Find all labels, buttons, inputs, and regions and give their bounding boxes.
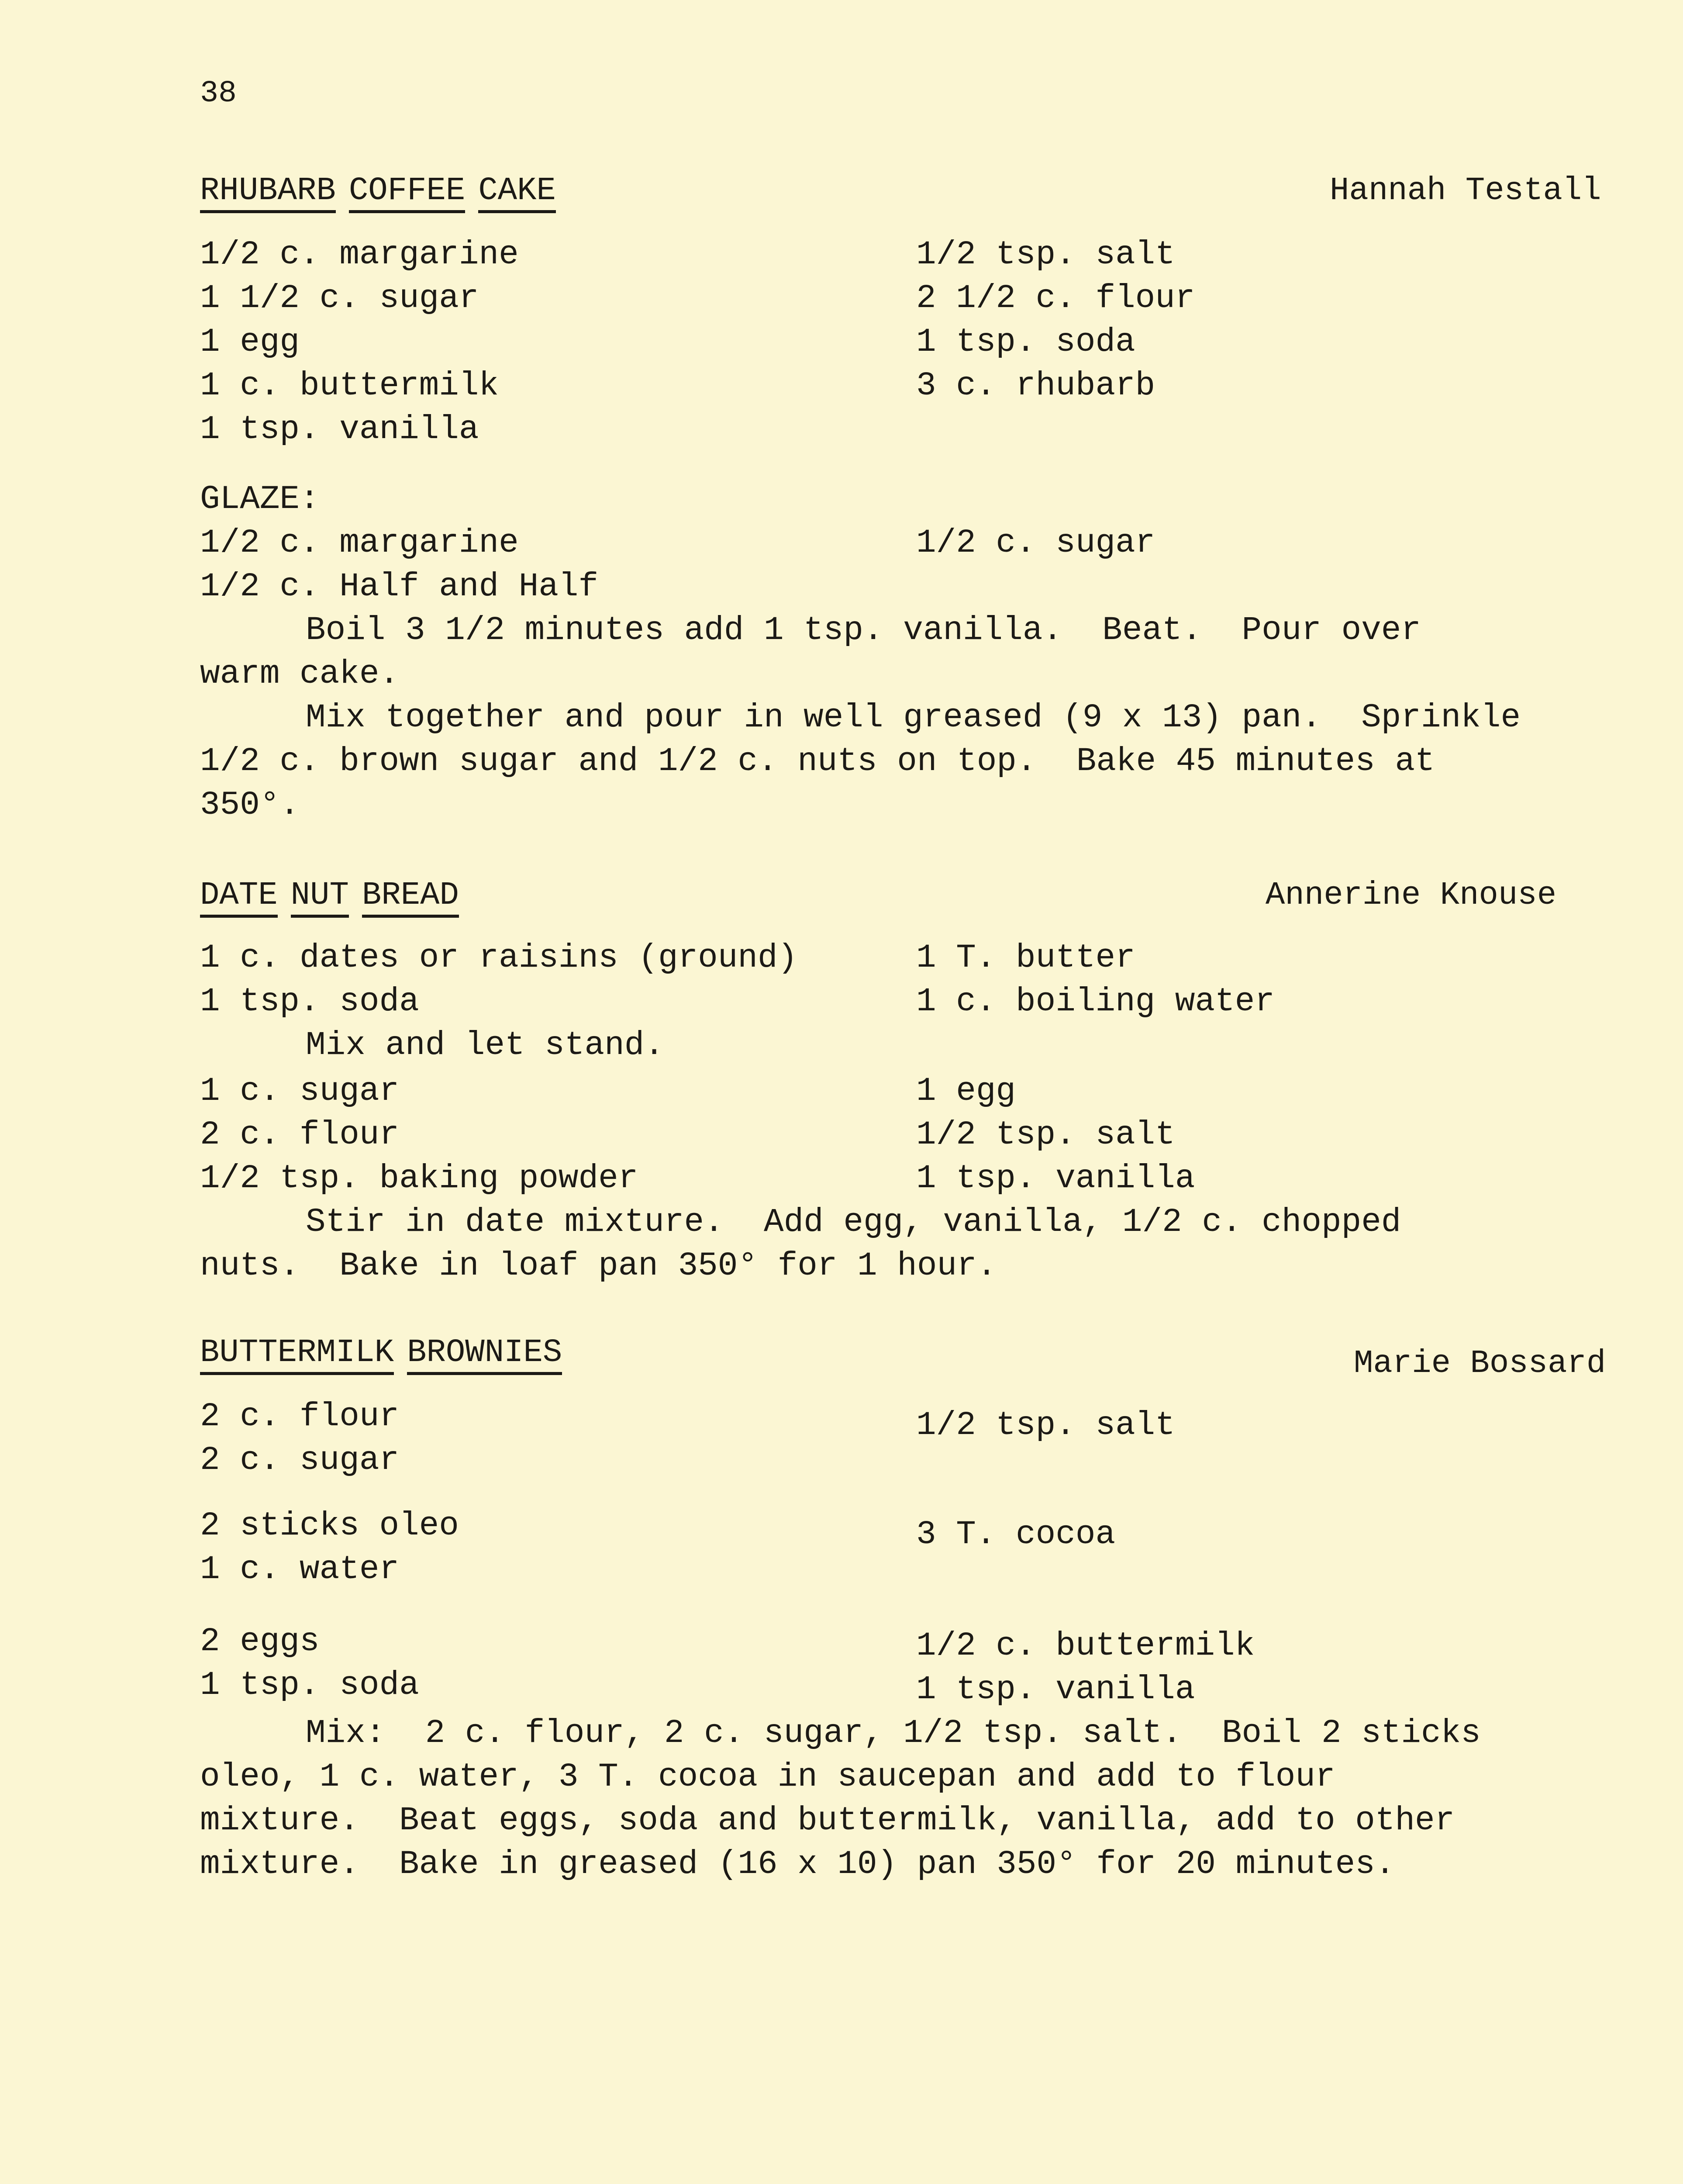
recipe-title-buttermilk-brownies: BUTTERMILK BROWNIES [200, 1334, 562, 1371]
recipe-author: Annerine Knouse [1266, 877, 1557, 914]
ingredient-line: 3 T. cocoa [916, 1516, 1116, 1553]
ingredient-line: 1/2 tsp. baking powder [200, 1160, 638, 1197]
ingredient-line: 2 eggs [200, 1623, 320, 1660]
instruction-line: nuts. Bake in loaf pan 350° for 1 hour. [200, 1247, 997, 1285]
recipe-author: Marie Bossard [1354, 1345, 1606, 1382]
ingredient-line: 1 T. butter [916, 939, 1135, 977]
ingredient-line: 1 tsp. soda [200, 1666, 419, 1704]
ingredient-line: 1/2 c. margarine [200, 236, 519, 273]
ingredient-line: 1/2 tsp. salt [916, 1406, 1175, 1444]
instruction-line: 1/2 c. brown sugar and 1/2 c. nuts on top. Bake 45 minutes at [200, 743, 1435, 780]
ingredient-line: 1 tsp. vanilla [916, 1160, 1195, 1197]
ingredient-line: 1 egg [916, 1072, 1016, 1110]
ingredient-line: 1 egg [200, 323, 300, 361]
ingredient-line: 1 tsp. soda [916, 323, 1135, 361]
recipe-title-date-nut-bread: DATE NUT BREAD [200, 877, 459, 914]
ingredient-line: 1 c. boiling water [916, 983, 1275, 1020]
instruction-line: Mix: 2 c. flour, 2 c. sugar, 1/2 tsp. salt. Boil 2 sticks [306, 1714, 1481, 1752]
instruction-line: Stir in date mixture. Add egg, vanilla, 1/2 c. chopped [306, 1203, 1401, 1241]
page-number: 38 [200, 76, 237, 111]
ingredient-line: 1/2 c. margarine [200, 524, 519, 562]
ingredient-line: 1 c. water [200, 1551, 400, 1588]
ingredient-line: 1 tsp. vanilla [916, 1671, 1195, 1708]
ingredient-line: 1/2 c. buttermilk [916, 1627, 1255, 1665]
ingredient-line: 1 c. dates or raisins (ground) [200, 939, 798, 977]
ingredient-line: 1/2 c. Half and Half [200, 568, 599, 605]
instruction-line: warm cake. [200, 655, 400, 693]
ingredient-line: 1 c. buttermilk [200, 367, 499, 404]
recipe-title-rhubarb-coffee-cake: RHUBARB COFFEE CAKE [200, 173, 556, 209]
recipe-author: Hannah Testall [1330, 173, 1601, 209]
instruction-line: mixture. Beat eggs, soda and buttermilk, vanilla, add to other [200, 1802, 1455, 1839]
instruction-line: 350°. [200, 786, 300, 824]
ingredient-line: 1 c. sugar [200, 1072, 400, 1110]
ingredient-line: 2 sticks oleo [200, 1507, 459, 1545]
ingredient-line: 1 1/2 c. sugar [200, 280, 479, 317]
instruction-line: Mix and let stand. [306, 1026, 664, 1064]
instruction-line: Mix together and pour in well greased (9 x 13) pan. Sprinkle [306, 699, 1521, 736]
instruction-line: Boil 3 1/2 minutes add 1 tsp. vanilla. Beat. Pour over [306, 612, 1421, 649]
ingredient-line: 1/2 c. sugar [916, 524, 1155, 562]
ingredient-line: 2 c. sugar [200, 1441, 400, 1479]
ingredient-line: 1/2 tsp. salt [916, 236, 1175, 273]
ingredient-line: 3 c. rhubarb [916, 367, 1155, 404]
glaze-label: GLAZE: [200, 480, 320, 518]
instruction-line: mixture. Bake in greased (16 x 10) pan 350° for 20 minutes. [200, 1845, 1395, 1883]
ingredient-line: 2 1/2 c. flour [916, 280, 1195, 317]
instruction-line: oleo, 1 c. water, 3 T. cocoa in saucepan and add to flour [200, 1758, 1335, 1796]
ingredient-line: 1 tsp. vanilla [200, 411, 479, 448]
ingredient-line: 1 tsp. soda [200, 983, 419, 1020]
ingredient-line: 2 c. flour [200, 1398, 400, 1435]
ingredient-line: 1/2 tsp. salt [916, 1116, 1175, 1154]
ingredient-line: 2 c. flour [200, 1116, 400, 1154]
